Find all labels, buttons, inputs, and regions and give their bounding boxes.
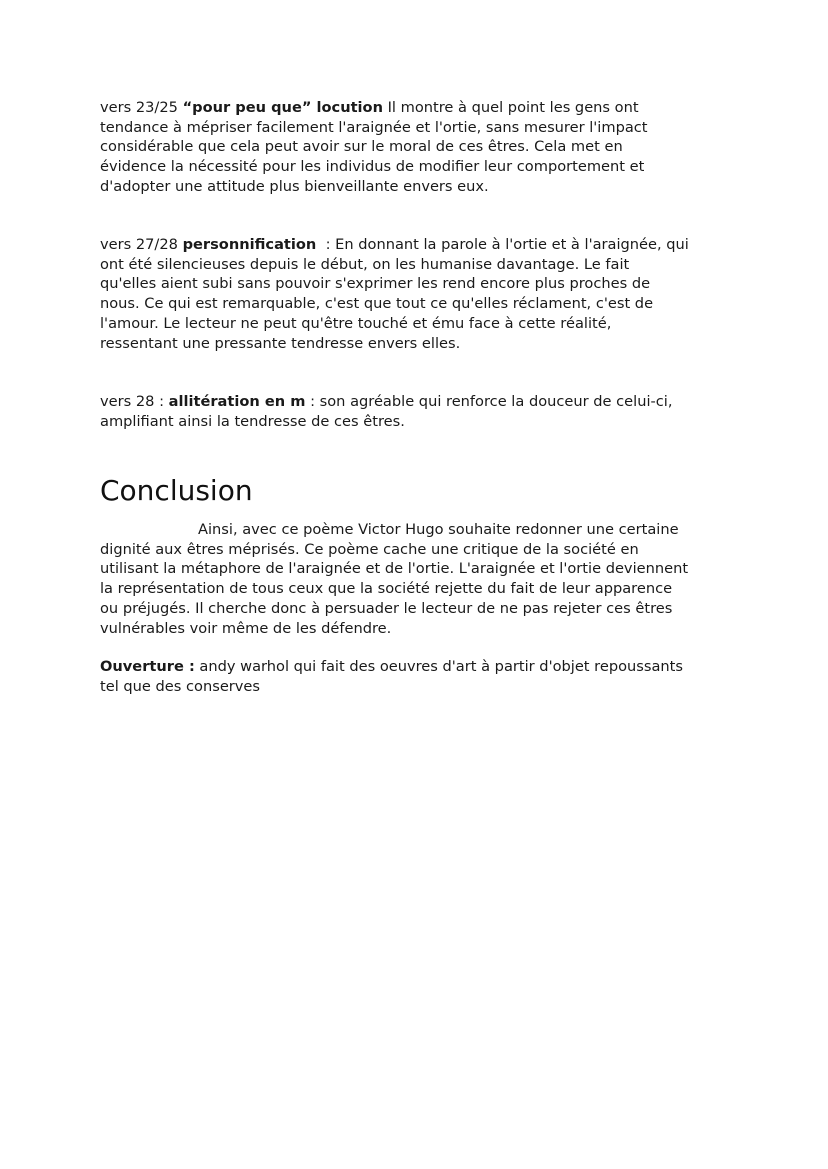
ouverture-paragraph: [100, 657, 683, 696]
text-line: ont été silencieuses depuis le début, on les humanise davantage. Le fait: [100, 255, 630, 273]
text: : En donnant la parole à l'ortie et à l'araignée, qui: [316, 236, 689, 253]
conclusion-heading: Conclusion: [100, 474, 253, 507]
text-line: Ainsi, avec ce poème Victor Hugo souhaite redonner une certaine: [198, 521, 679, 538]
text-line: la représentation de tous ceux que la société rejette du fait de leur apparence: [100, 580, 673, 598]
text: : son agréable qui renforce la douceur de celui-ci,: [305, 393, 673, 410]
text-line: ou préjugés. Il cherche donc à persuader le lecteur de ne pas rejeter ces êtres: [100, 599, 673, 617]
figure-label: allitération en m: [168, 393, 306, 410]
text-line: utilisant la métaphore de l'araignée et de l'ortie. L'araignée et l'ortie deviennent: [100, 560, 689, 578]
text-line: amplifiant ainsi la tendresse de ces êtres.: [100, 412, 405, 430]
conclusion-paragraph: [100, 520, 688, 638]
verse-ref: vers 27/28: [100, 236, 183, 253]
text-line: considérable que cela peut avoir sur le moral de ces êtres. Cela met en: [100, 138, 623, 156]
text-line: vulnérables voir même de les défendre.: [100, 619, 392, 637]
verse-ref: vers 28 :: [100, 393, 169, 410]
text-line: ressentant une pressante tendresse envers elles.: [100, 334, 461, 352]
ouverture-label: Ouverture :: [100, 658, 195, 675]
text-line: qu'elles aient subi sans pouvoir s'exprimer les rend encore plus proches de: [100, 275, 651, 293]
text-line: nous. Ce qui est remarquable, c'est que tout ce qu'elles réclament, c'est de: [100, 295, 654, 313]
text-line: tel que des conserves: [100, 677, 261, 695]
text-line: évidence la nécessité pour les individus de modifier leur comportement et: [100, 158, 645, 176]
text-line: l'amour. Le lecteur ne peut qu'être touché et ému face à cette réalité,: [100, 314, 612, 332]
text-line: tendance à mépriser facilement l'araignée et l'ortie, sans mesurer l'impact: [100, 118, 648, 136]
paragraph-vers-27-28: [100, 235, 689, 353]
figure-label: personnification: [182, 236, 317, 253]
paragraph-vers-28: [100, 392, 673, 431]
text-line: dignité aux êtres méprisés. Ce poème cache une critique de la société en: [100, 540, 639, 558]
text: andy warhol qui fait des oeuvres d'art à partir d'objet repoussants: [194, 658, 683, 675]
paragraph-vers-23-25: [100, 98, 648, 197]
figure-label: “pour peu que” locution: [182, 99, 383, 116]
verse-ref: vers 23/25: [100, 99, 183, 116]
text: Il montre à quel point les gens ont: [382, 99, 639, 116]
text-line: d'adopter une attitude plus bienveillante envers eux.: [100, 177, 489, 195]
